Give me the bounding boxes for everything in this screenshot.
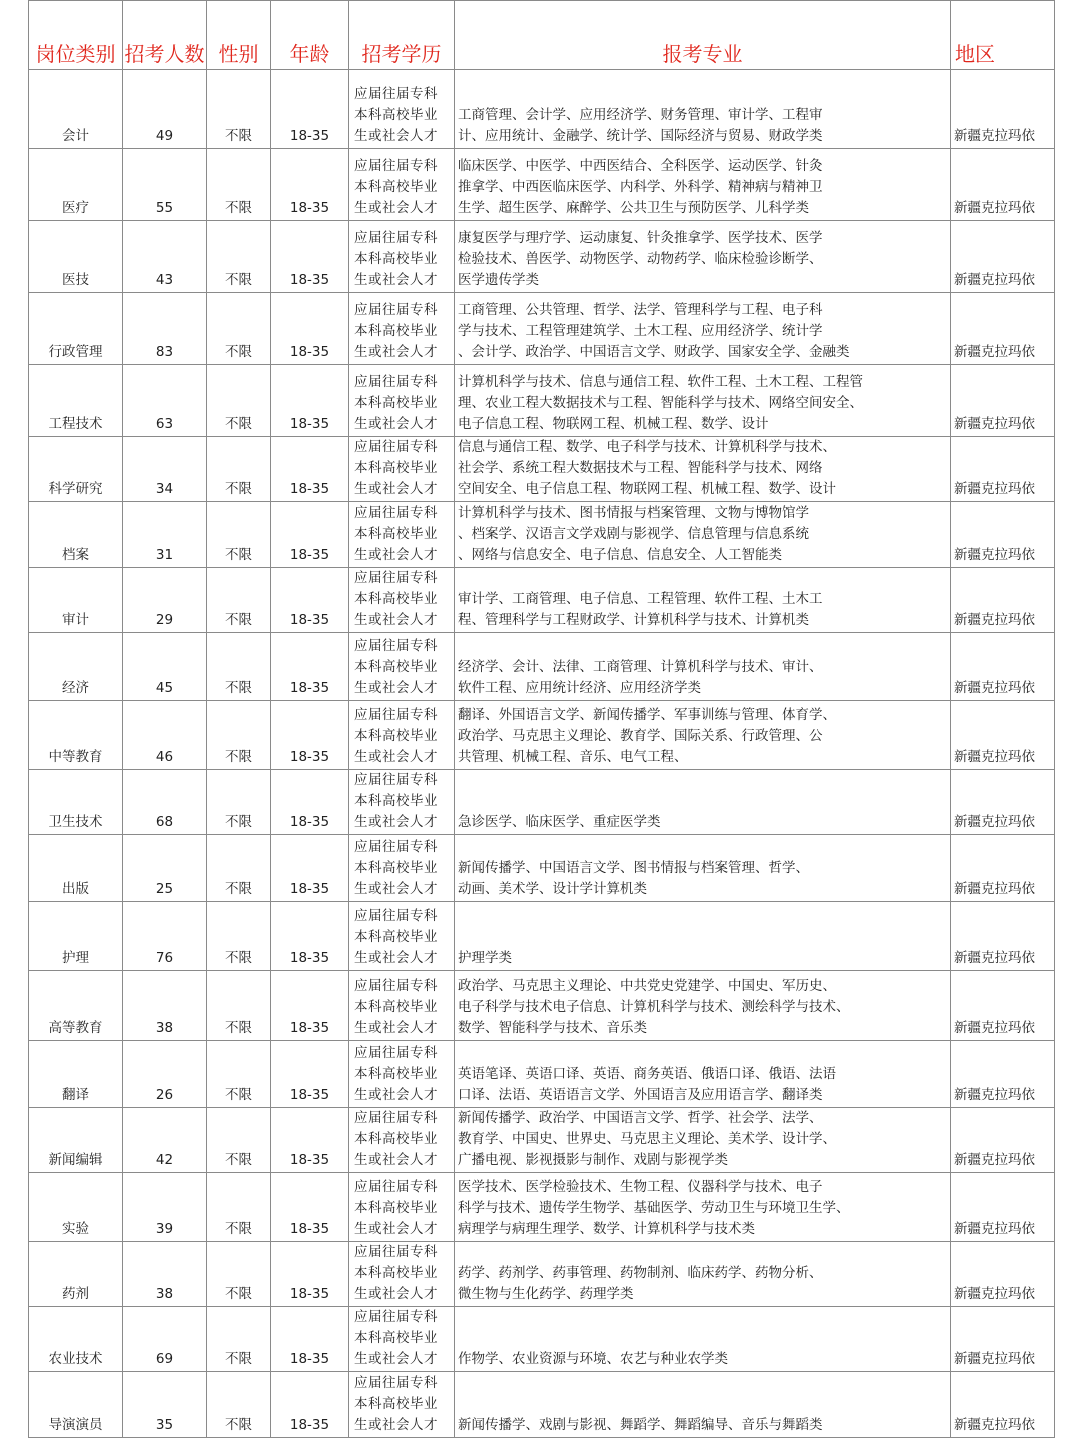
- cell-count: 26: [123, 1041, 207, 1108]
- cell-education: 应届往届专科 本科高校毕业 生或社会人才: [349, 365, 455, 437]
- table-row: [29, 770, 1055, 835]
- cell-age: 18-35: [271, 1108, 349, 1173]
- cell-education: 应届往届专科 本科高校毕业 生或社会人才: [349, 293, 455, 365]
- table-row: [29, 568, 1055, 633]
- cell-age: 18-35: [271, 1307, 349, 1372]
- header-age: 年龄: [271, 1, 349, 70]
- cell-region: 新疆克拉玛依: [951, 1372, 1055, 1438]
- cell-count: 29: [123, 568, 207, 633]
- cell-region: 新疆克拉玛依: [951, 502, 1055, 568]
- cell-count: 68: [123, 770, 207, 835]
- cell-education: 应届往届专科 本科高校毕业 生或社会人才: [349, 701, 455, 770]
- cell-education: 应届往届专科 本科高校毕业 生或社会人才: [349, 1108, 455, 1173]
- cell-age: 18-35: [271, 221, 349, 293]
- cell-age: 18-35: [271, 1041, 349, 1108]
- cell-count: 39: [123, 1173, 207, 1242]
- table-row: [29, 1372, 1055, 1438]
- table-row: [29, 633, 1055, 701]
- cell-majors: 临床医学、中医学、中西医结合、全科医学、运动医学、针灸 推拿学、中西医临床医学、内科学、外科学、精神病与精神卫 生学、超生医学、麻醉学、公共卫生与预防医学、儿科学类: [455, 149, 951, 221]
- cell-category: 实验: [29, 1173, 123, 1242]
- cell-gender: 不限: [207, 902, 271, 971]
- cell-majors: 英语笔译、英语口译、英语、商务英语、俄语口译、俄语、法语 口译、法语、英语语言文学、外国语言及应用语言学、翻译类: [455, 1041, 951, 1108]
- cell-majors: 新闻传播学、戏剧与影视、舞蹈学、舞蹈编导、音乐与舞蹈类: [455, 1372, 951, 1438]
- cell-region: 新疆克拉玛依: [951, 1307, 1055, 1372]
- cell-education: 应届往届专科 本科高校毕业 生或社会人才: [349, 770, 455, 835]
- cell-age: 18-35: [271, 437, 349, 502]
- cell-age: 18-35: [271, 1242, 349, 1307]
- recruitment-table: [28, 0, 1055, 1438]
- cell-gender: 不限: [207, 293, 271, 365]
- header-region: 地区: [951, 1, 1055, 70]
- cell-education: 应届往届专科 本科高校毕业 生或社会人才: [349, 835, 455, 902]
- cell-count: 38: [123, 1242, 207, 1307]
- cell-category: 会计: [29, 70, 123, 149]
- cell-gender: 不限: [207, 1173, 271, 1242]
- cell-majors: 医学技术、医学检验技术、生物工程、仪器科学与技术、电子 科学与技术、遗传学生物学、基础医学、劳动卫生与环境卫生学、 病理学与病理生理学、数学、计算机科学与技术类: [455, 1173, 951, 1242]
- cell-age: 18-35: [271, 568, 349, 633]
- cell-region: 新疆克拉玛依: [951, 902, 1055, 971]
- table-row: [29, 1242, 1055, 1307]
- cell-count: 55: [123, 149, 207, 221]
- cell-education: 应届往届专科 本科高校毕业 生或社会人才: [349, 1372, 455, 1438]
- cell-region: 新疆克拉玛依: [951, 437, 1055, 502]
- cell-age: 18-35: [271, 633, 349, 701]
- cell-age: 18-35: [271, 1173, 349, 1242]
- cell-age: 18-35: [271, 1372, 349, 1438]
- cell-category: 经济: [29, 633, 123, 701]
- cell-gender: 不限: [207, 1041, 271, 1108]
- table-row: [29, 221, 1055, 293]
- cell-gender: 不限: [207, 1307, 271, 1372]
- cell-gender: 不限: [207, 221, 271, 293]
- cell-majors: 经济学、会计、法律、工商管理、计算机科学与技术、审计、 软件工程、应用统计经济、应用经济学类: [455, 633, 951, 701]
- cell-count: 31: [123, 502, 207, 568]
- header-category: 岗位类别: [29, 1, 123, 70]
- cell-majors: 审计学、工商管理、电子信息、工程管理、软件工程、土木工 程、管理科学与工程财政学、计算机科学与技术、计算机类: [455, 568, 951, 633]
- cell-age: 18-35: [271, 971, 349, 1041]
- cell-category: 中等教育: [29, 701, 123, 770]
- cell-region: 新疆克拉玛依: [951, 149, 1055, 221]
- cell-gender: 不限: [207, 502, 271, 568]
- cell-gender: 不限: [207, 437, 271, 502]
- cell-education: 应届往届专科 本科高校毕业 生或社会人才: [349, 971, 455, 1041]
- cell-category: 出版: [29, 835, 123, 902]
- cell-gender: 不限: [207, 633, 271, 701]
- cell-majors: 药学、药剂学、药事管理、药物制剂、临床药学、药物分析、 微生物与生化药学、药理学类: [455, 1242, 951, 1307]
- cell-gender: 不限: [207, 70, 271, 149]
- cell-region: 新疆克拉玛依: [951, 221, 1055, 293]
- table-row: [29, 437, 1055, 502]
- cell-count: 34: [123, 437, 207, 502]
- cell-category: 医技: [29, 221, 123, 293]
- cell-gender: 不限: [207, 971, 271, 1041]
- table-body: [29, 70, 1055, 1438]
- cell-region: 新疆克拉玛依: [951, 568, 1055, 633]
- cell-majors: 计算机科学与技术、信息与通信工程、软件工程、土木工程、工程管 理、农业工程大数据技术与工程、智能科学与技术、网络空间安全、 电子信息工程、物联网工程、机械工程、数学、设计: [455, 365, 951, 437]
- cell-majors: 工商管理、会计学、应用经济学、财务管理、审计学、工程审 计、应用统计、金融学、统计学、国际经济与贸易、财政学类: [455, 70, 951, 149]
- cell-age: 18-35: [271, 835, 349, 902]
- cell-region: 新疆克拉玛依: [951, 770, 1055, 835]
- cell-education: 应届往届专科 本科高校毕业 生或社会人才: [349, 1041, 455, 1108]
- cell-education: 应届往届专科 本科高校毕业 生或社会人才: [349, 1307, 455, 1372]
- table-row: [29, 902, 1055, 971]
- cell-region: 新疆克拉玛依: [951, 701, 1055, 770]
- table-row: [29, 1173, 1055, 1242]
- cell-majors: 计算机科学与技术、图书情报与档案管理、文物与博物馆学 、档案学、汉语言文学戏剧与影视学、信息管理与信息系统 、网络与信息安全、电子信息、信息安全、人工智能类: [455, 502, 951, 568]
- cell-education: 应届往届专科 本科高校毕业 生或社会人才: [349, 1173, 455, 1242]
- cell-education: 应届往届专科 本科高校毕业 生或社会人才: [349, 437, 455, 502]
- cell-age: 18-35: [271, 502, 349, 568]
- cell-region: 新疆克拉玛依: [951, 70, 1055, 149]
- cell-gender: 不限: [207, 1242, 271, 1307]
- cell-majors: 作物学、农业资源与环境、农艺与种业农学类: [455, 1307, 951, 1372]
- table-row: [29, 701, 1055, 770]
- cell-region: 新疆克拉玛依: [951, 1041, 1055, 1108]
- cell-category: 审计: [29, 568, 123, 633]
- cell-category: 药剂: [29, 1242, 123, 1307]
- cell-age: 18-35: [271, 701, 349, 770]
- cell-age: 18-35: [271, 902, 349, 971]
- cell-education: 应届往届专科 本科高校毕业 生或社会人才: [349, 1242, 455, 1307]
- cell-majors: 新闻传播学、政治学、中国语言文学、哲学、社会学、法学、 教育学、中国史、世界史、马克思主义理论、美术学、设计学、 广播电视、影视摄影与制作、戏剧与影视学类: [455, 1108, 951, 1173]
- cell-region: 新疆克拉玛依: [951, 1173, 1055, 1242]
- cell-category: 卫生技术: [29, 770, 123, 835]
- cell-region: 新疆克拉玛依: [951, 835, 1055, 902]
- cell-region: 新疆克拉玛依: [951, 971, 1055, 1041]
- cell-category: 新闻编辑: [29, 1108, 123, 1173]
- cell-region: 新疆克拉玛依: [951, 365, 1055, 437]
- cell-age: 18-35: [271, 770, 349, 835]
- table-row: [29, 293, 1055, 365]
- cell-majors: 工商管理、公共管理、哲学、法学、管理科学与工程、电子科 学与技术、工程管理建筑学、土木工程、应用经济学、统计学 、会计学、政治学、中国语言文学、财政学、国家安全学、金融类: [455, 293, 951, 365]
- cell-majors: 翻译、外国语言文学、新闻传播学、军事训练与管理、体育学、 政治学、马克思主义理论、教育学、国际关系、行政管理、公 共管理、机械工程、音乐、电气工程、: [455, 701, 951, 770]
- cell-count: 76: [123, 902, 207, 971]
- header-count: 招考人数: [123, 1, 207, 70]
- table-row: [29, 149, 1055, 221]
- cell-age: 18-35: [271, 149, 349, 221]
- cell-category: 科学研究: [29, 437, 123, 502]
- cell-education: 应届往届专科 本科高校毕业 生或社会人才: [349, 502, 455, 568]
- cell-count: 45: [123, 633, 207, 701]
- cell-gender: 不限: [207, 835, 271, 902]
- cell-majors: 新闻传播学、中国语言文学、图书情报与档案管理、哲学、 动画、美术学、设计学计算机类: [455, 835, 951, 902]
- table-row: [29, 971, 1055, 1041]
- header-education: 招考学历: [349, 1, 455, 70]
- table-row: [29, 70, 1055, 149]
- cell-category: 工程技术: [29, 365, 123, 437]
- cell-majors: 政治学、马克思主义理论、中共党史党建学、中国史、军历史、 电子科学与技术电子信息、计算机科学与技术、测绘科学与技术、 数学、智能科学与技术、音乐类: [455, 971, 951, 1041]
- header-gender: 性别: [207, 1, 271, 70]
- cell-count: 38: [123, 971, 207, 1041]
- cell-count: 42: [123, 1108, 207, 1173]
- cell-education: 应届往届专科 本科高校毕业 生或社会人才: [349, 149, 455, 221]
- cell-majors: 急诊医学、临床医学、重症医学类: [455, 770, 951, 835]
- cell-category: 农业技术: [29, 1307, 123, 1372]
- cell-age: 18-35: [271, 293, 349, 365]
- cell-region: 新疆克拉玛依: [951, 1108, 1055, 1173]
- cell-count: 43: [123, 221, 207, 293]
- cell-count: 49: [123, 70, 207, 149]
- cell-education: 应届往届专科 本科高校毕业 生或社会人才: [349, 568, 455, 633]
- cell-gender: 不限: [207, 149, 271, 221]
- table-row: [29, 835, 1055, 902]
- table-row: [29, 1108, 1055, 1173]
- cell-category: 翻译: [29, 1041, 123, 1108]
- cell-majors: 信息与通信工程、数学、电子科学与技术、计算机科学与技术、 社会学、系统工程大数据技术与工程、智能科学与技术、网络 空间安全、电子信息工程、物联网工程、机械工程、数学、设计: [455, 437, 951, 502]
- cell-gender: 不限: [207, 770, 271, 835]
- cell-age: 18-35: [271, 365, 349, 437]
- table-header-row: [29, 1, 1055, 70]
- table-row: [29, 502, 1055, 568]
- cell-gender: 不限: [207, 1108, 271, 1173]
- cell-count: 46: [123, 701, 207, 770]
- cell-count: 83: [123, 293, 207, 365]
- cell-education: 应届往届专科 本科高校毕业 生或社会人才: [349, 70, 455, 149]
- cell-category: 高等教育: [29, 971, 123, 1041]
- cell-count: 25: [123, 835, 207, 902]
- cell-majors: 康复医学与理疗学、运动康复、针灸推拿学、医学技术、医学 检验技术、兽医学、动物医学、动物药学、临床检验诊断学、 医学遗传学类: [455, 221, 951, 293]
- cell-gender: 不限: [207, 701, 271, 770]
- header-majors: 报考专业: [455, 1, 951, 70]
- cell-education: 应届往届专科 本科高校毕业 生或社会人才: [349, 221, 455, 293]
- cell-count: 69: [123, 1307, 207, 1372]
- cell-category: 档案: [29, 502, 123, 568]
- cell-category: 护理: [29, 902, 123, 971]
- cell-education: 应届往届专科 本科高校毕业 生或社会人才: [349, 633, 455, 701]
- cell-region: 新疆克拉玛依: [951, 633, 1055, 701]
- cell-region: 新疆克拉玛依: [951, 293, 1055, 365]
- table-row: [29, 1307, 1055, 1372]
- cell-count: 35: [123, 1372, 207, 1438]
- cell-region: 新疆克拉玛依: [951, 1242, 1055, 1307]
- cell-category: 行政管理: [29, 293, 123, 365]
- cell-category: 导演演员: [29, 1372, 123, 1438]
- table-row: [29, 1041, 1055, 1108]
- cell-count: 63: [123, 365, 207, 437]
- cell-education: 应届往届专科 本科高校毕业 生或社会人才: [349, 902, 455, 971]
- cell-gender: 不限: [207, 568, 271, 633]
- cell-gender: 不限: [207, 365, 271, 437]
- cell-majors: 护理学类: [455, 902, 951, 971]
- cell-gender: 不限: [207, 1372, 271, 1438]
- cell-age: 18-35: [271, 70, 349, 149]
- table-row: [29, 365, 1055, 437]
- cell-category: 医疗: [29, 149, 123, 221]
